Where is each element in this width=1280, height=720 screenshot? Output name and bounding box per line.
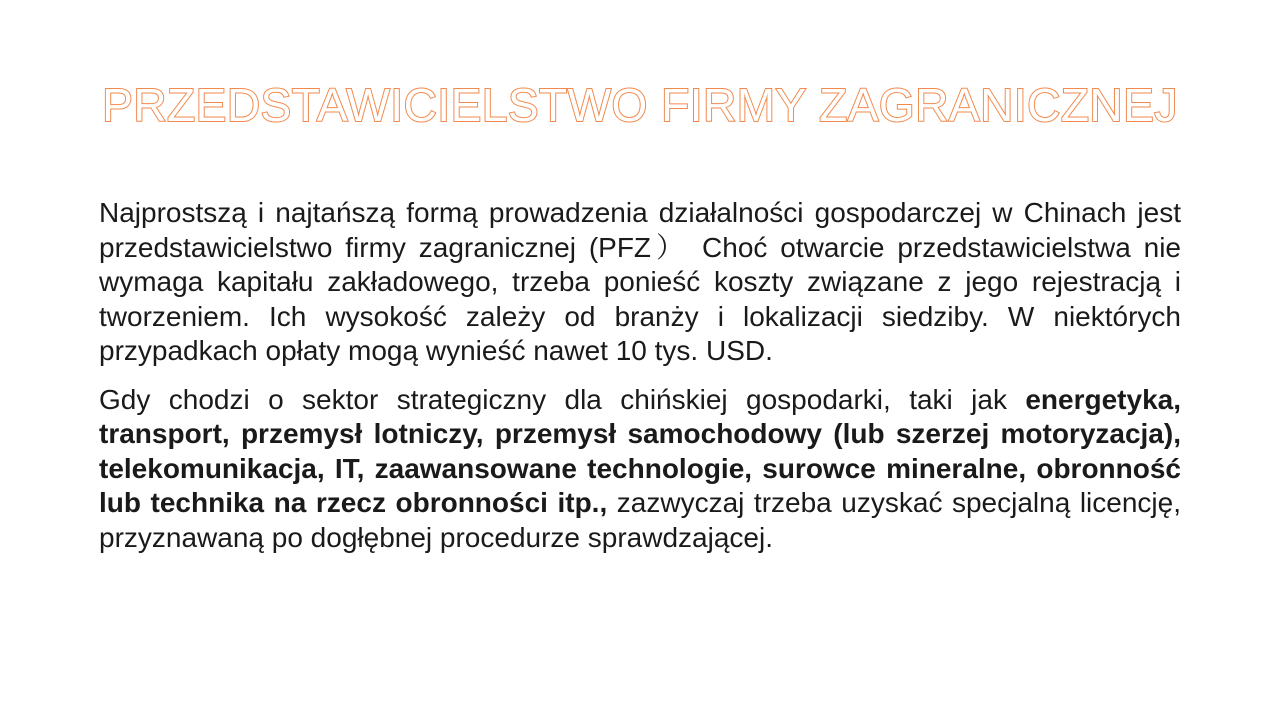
licence-requirement-text: zazwyczaj trzeba uzyskać specjalną licencję, przyznawaną po dogłębnej procedurze sprawdzającej. (99, 487, 1181, 553)
paragraph-pfz-intro: Najprostszą i najtańszą formą prowadzenia działalności gospodarczej w Chinach jest przedstawicielstwo firmy zagranicznej (PFZ） Choć otwarcie przedstawicielstwa nie wymaga kapitału zakładowego, trzeba ponieść koszty związane z jego rejestracją i tworzeniem. Ich wysokość zależy od branży i lokalizacji siedziby. W niektórych przypadkach opłaty mogą wynieść nawet 10 tys. USD. (99, 197, 1181, 366)
strategic-sector-intro: Gdy chodzi o sektor strategiczny dla chińskiej gospodarki, taki jak (99, 383, 1026, 415)
slide-title: PRZEDSTAWICIELSTWO FIRMY ZAGRANICZNEJ (102, 79, 1178, 131)
slide-body (99, 196, 1181, 555)
paragraph-strategic-sectors (99, 383, 1181, 556)
strategic-sector-list: energetyka, transport, przemysł lotniczy, przemysł samochodowy (lub szerzej motoryzacja), telekomunikacja, IT, zaawansowane technologie, surowce mineralne, obronność lub technika na rzecz obronności itp., (99, 383, 1181, 518)
